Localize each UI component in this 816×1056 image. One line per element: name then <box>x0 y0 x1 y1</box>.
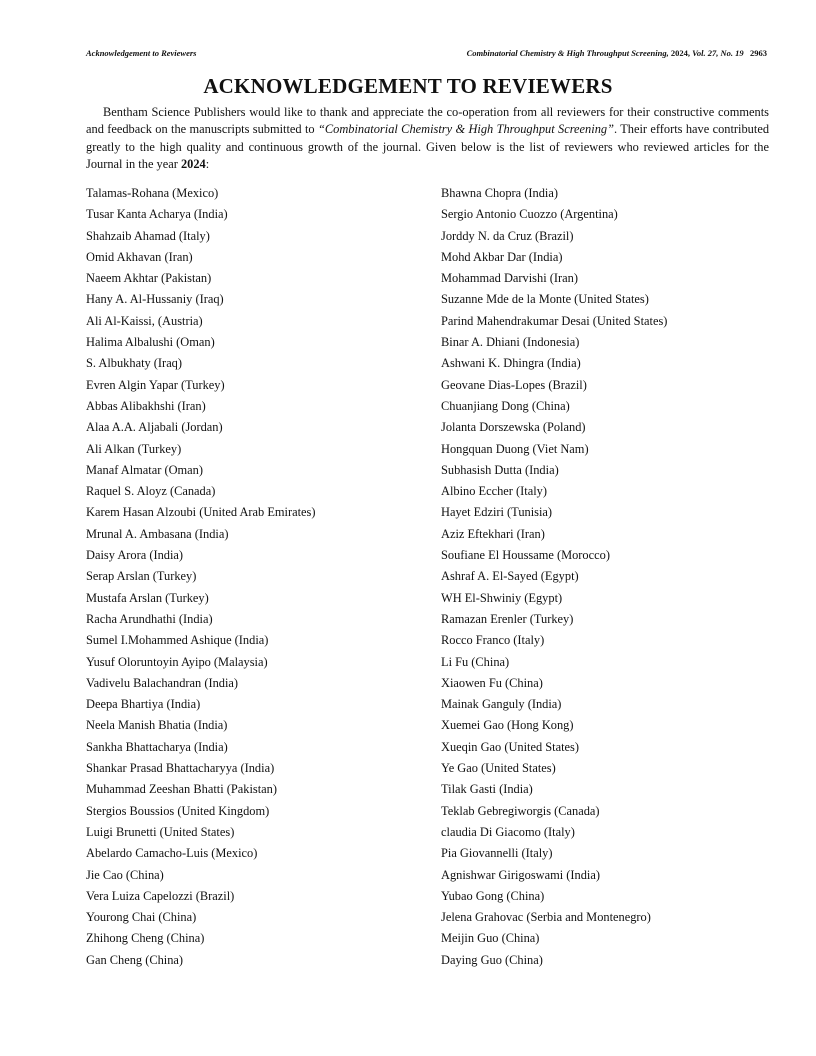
reviewer-entry: Mohd Akbar Dar (India) <box>441 249 563 264</box>
journal-volume: Vol. 27, No. 19 <box>692 48 744 58</box>
reviewer-entry: Binar A. Dhiani (Indonesia) <box>441 335 580 350</box>
reviewer-entry: claudia Di Giacomo (Italy) <box>441 824 575 839</box>
reviewer-entry: Ali Al-Kaissi, (Austria) <box>86 313 203 328</box>
reviewer-entry: Yourong Chai (China) <box>86 910 197 925</box>
reviewer-entry: Tilak Gasti (India) <box>441 782 533 797</box>
reviewer-entry: Naeem Akhtar (Pakistan) <box>86 271 212 286</box>
reviewer-list-right <box>441 185 771 973</box>
reviewer-entry: Abelardo Camacho-Luis (Mexico) <box>86 846 258 861</box>
reviewer-entry: Ali Alkan (Turkey) <box>86 441 182 456</box>
reviewer-entry: Mustafa Arslan (Turkey) <box>86 590 209 605</box>
reviewer-entry: Li Fu (China) <box>441 654 510 669</box>
reviewer-entry: Ramazan Erenler (Turkey) <box>441 611 574 626</box>
intro-text-2: . Their efforts have contributed greatly to the high quality and continuous growth of the journal. Given below is the list of reviewers who reviewed articles for the Journal in the year <box>86 122 770 172</box>
reviewer-entry: Daying Guo (China) <box>441 952 543 967</box>
reviewer-entry: Raquel S. Aloyz (Canada) <box>86 484 216 499</box>
reviewer-entry: Ashwani K. Dhingra (India) <box>441 356 581 371</box>
page-number: 2963 <box>750 48 767 58</box>
reviewer-entry: Suzanne Mde de la Monte (United States) <box>441 292 649 307</box>
reviewer-entry: Halima Albalushi (Oman) <box>86 335 215 350</box>
intro-year: 2024 <box>180 157 206 172</box>
reviewer-entry: Abbas Alibakhshi (Iran) <box>86 398 206 413</box>
reviewer-entry: Jelena Grahovac (Serbia and Montenegro) <box>441 910 651 925</box>
reviewer-entry: Jolanta Dorszewska (Poland) <box>441 420 586 435</box>
reviewer-entry: Jorddy N. da Cruz (Brazil) <box>441 228 574 243</box>
reviewer-list-left <box>86 185 416 973</box>
reviewer-entry: Muhammad Zeeshan Bhatti (Pakistan) <box>86 782 277 797</box>
reviewer-entry: Talamas-Rohana (Mexico) <box>86 186 219 200</box>
reviewer-entry: Shahzaib Ahamad (Italy) <box>86 228 210 243</box>
reviewer-entry: Teklab Gebregiworgis (Canada) <box>441 803 600 818</box>
reviewer-entry: Xueqin Gao (United States) <box>441 739 579 754</box>
reviewer-entry: Albino Eccher (Italy) <box>441 484 547 499</box>
reviewer-entry: Mohammad Darvishi (Iran) <box>441 271 578 286</box>
journal-title: Combinatorial Chemistry & High Throughput Screening, <box>466 48 669 58</box>
reviewer-entry: Bhawna Chopra (India) <box>441 186 558 200</box>
reviewer-entry: Mainak Ganguly (India) <box>441 697 562 712</box>
running-head-section: Acknowledgement to Reviewers <box>86 48 197 58</box>
reviewer-entry: Vera Luiza Capelozzi (Brazil) <box>86 888 235 903</box>
reviewer-entry: Xiaowen Fu (China) <box>441 675 543 690</box>
reviewer-entry: Evren Algin Yapar (Turkey) <box>86 377 225 392</box>
reviewer-entry: Omid Akhavan (Iran) <box>86 249 193 264</box>
reviewer-entry: S. Albukhaty (Iraq) <box>86 356 183 371</box>
reviewer-entry: Luigi Brunetti (United States) <box>86 824 235 839</box>
reviewer-entry: Parind Mahendrakumar Desai (United States) <box>441 313 668 328</box>
reviewer-entry: Meijin Guo (China) <box>441 931 540 946</box>
reviewer-entry: Yubao Gong (China) <box>441 888 545 903</box>
reviewer-entry: Soufiane El Houssame (Morocco) <box>441 548 610 563</box>
reviewer-entry: Zhihong Cheng (China) <box>86 931 205 946</box>
reviewer-entry: Yusuf Oloruntoyin Ayipo (Malaysia) <box>86 654 268 669</box>
reviewer-entry: Geovane Dias-Lopes (Brazil) <box>441 377 587 392</box>
reviewer-entry: Mrunal A. Ambasana (India) <box>86 526 229 541</box>
reviewer-entry: Stergios Boussios (United Kingdom) <box>86 803 270 818</box>
reviewer-entry: Tusar Kanta Acharya (India) <box>86 207 228 222</box>
reviewer-entry: Daisy Arora (India) <box>86 548 184 563</box>
reviewer-entry: Hayet Edziri (Tunisia) <box>441 505 553 520</box>
reviewer-entry: Karem Hasan Alzoubi (United Arab Emirates) <box>86 505 316 520</box>
reviewer-entry: Rocco Franco (Italy) <box>441 633 545 648</box>
intro-text-3: : <box>205 157 210 172</box>
reviewer-entry: Shankar Prasad Bhattacharyya (India) <box>86 761 275 776</box>
running-head <box>86 48 767 62</box>
reviewer-entry: Gan Cheng (China) <box>86 952 184 967</box>
reviewer-entry: Deepa Bhartiya (India) <box>86 697 201 712</box>
reviewer-entry: Agnishwar Girigoswami (India) <box>441 867 600 882</box>
reviewer-entry: Racha Arundhathi (India) <box>86 611 213 626</box>
reviewer-entry: Xuemei Gao (Hong Kong) <box>441 718 574 733</box>
reviewer-entry: Chuanjiang Dong (China) <box>441 398 570 413</box>
reviewer-entry: Aziz Eftekhari (Iran) <box>441 526 545 541</box>
reviewer-entry: Subhasish Dutta (India) <box>441 462 559 477</box>
intro-journal-name: “Combinatorial Chemistry & High Throughput Screening” <box>317 122 614 137</box>
reviewer-entry: Sumel I.Mohammed Ashique (India) <box>86 633 269 648</box>
reviewer-entry: Hany A. Al-Hussaniy (Iraq) <box>86 292 224 307</box>
reviewer-entry: Sergio Antonio Cuozzo (Argentina) <box>441 207 618 222</box>
intro-paragraph <box>86 104 769 174</box>
reviewer-entry: WH El-Shwiniy (Egypt) <box>441 590 563 605</box>
reviewer-entry: Alaa A.A. Aljabali (Jordan) <box>86 420 223 435</box>
reviewer-entry: Vadivelu Balachandran (India) <box>86 675 239 690</box>
reviewer-entry: Serap Arslan (Turkey) <box>86 569 197 584</box>
reviewer-entry: Neela Manish Bhatia (India) <box>86 718 228 733</box>
journal-year: 2024, <box>670 48 691 58</box>
running-head-journal <box>467 48 767 58</box>
intro-text-1: Bentham Science Publishers would like to thank and appreciate the co-operation from all reviewers for their constructive comments and feedback on the manuscripts submitted to <box>86 105 769 137</box>
reviewer-entry: Ashraf A. El-Sayed (Egypt) <box>441 569 579 584</box>
reviewer-entry: Jie Cao (China) <box>86 867 164 882</box>
reviewer-entry: Hongquan Duong (Viet Nam) <box>441 441 589 456</box>
reviewer-entry: Manaf Almatar (Oman) <box>86 462 203 477</box>
page-title: ACKNOWLEDGEMENT TO REVIEWERS <box>203 74 613 98</box>
reviewer-entry: Sankha Bhattacharya (India) <box>86 739 228 754</box>
reviewer-entry: Pia Giovannelli (Italy) <box>441 846 553 861</box>
reviewer-entry: Ye Gao (United States) <box>441 761 556 776</box>
